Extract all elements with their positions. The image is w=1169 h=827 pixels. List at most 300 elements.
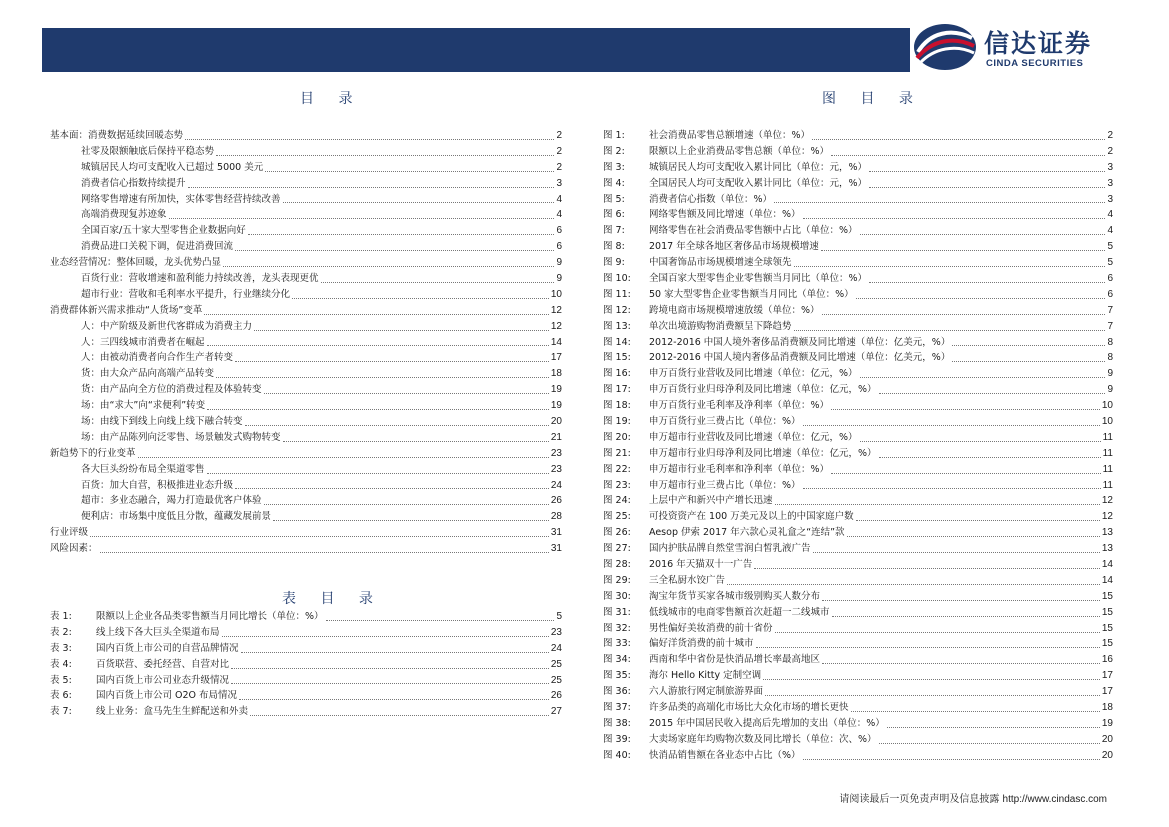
- dot-leader: [822, 314, 1106, 315]
- entry-title: 人：三四线城市消费者在崛起: [81, 336, 205, 348]
- entry-page-number: 12: [1101, 495, 1113, 507]
- figure-entry[interactable]: [603, 637, 1113, 653]
- entry-label: 图 28:: [603, 559, 631, 571]
- entry-page-number: 10: [550, 288, 562, 300]
- entry-title: 许多品类的高端化市场比大众化市场的增长更快: [649, 702, 849, 714]
- dot-leader: [235, 488, 549, 489]
- dot-leader: [264, 393, 549, 394]
- dot-leader: [860, 234, 1106, 235]
- dot-leader: [803, 759, 1100, 760]
- entry-label: 图 1:: [603, 129, 625, 141]
- figure-index-title: 图 目 录: [822, 91, 923, 107]
- entry-label: 图 39:: [603, 733, 631, 745]
- entry-title: 可投资资产在 100 万美元及以上的中国家庭户数: [649, 511, 854, 523]
- figure-entry[interactable]: [603, 207, 1113, 223]
- dot-leader: [207, 473, 549, 474]
- brand-name-en: CINDA SECURITIES: [986, 58, 1084, 69]
- entry-page-number: 27: [550, 706, 562, 718]
- figure-entry[interactable]: [603, 732, 1113, 748]
- dot-leader: [832, 616, 1100, 617]
- entry-label: 表 6:: [50, 690, 72, 702]
- dot-leader: [185, 139, 554, 140]
- dot-leader: [283, 441, 549, 442]
- entry-title: 社会消费品零售总额增速（单位：%）: [649, 129, 811, 141]
- entry-page-number: 11: [1102, 431, 1113, 443]
- entry-label: 图 20:: [603, 431, 631, 443]
- entry-page-number: 17: [550, 352, 562, 364]
- dot-leader: [952, 345, 1105, 346]
- toc-entry[interactable]: [50, 176, 562, 192]
- entry-title: 上层中产和新兴中产增长迅速: [649, 495, 773, 507]
- figure-entry[interactable]: [603, 478, 1113, 494]
- entry-page-number: 9: [1107, 368, 1113, 380]
- entry-title: 申万超市行业三费占比（单位：%）: [649, 479, 801, 491]
- table-of-contents: [50, 128, 562, 557]
- dot-leader: [952, 361, 1105, 362]
- entry-title: 申万百货行业三费占比（单位：%）: [649, 416, 801, 428]
- dot-leader: [813, 552, 1100, 553]
- entry-label: 图 22:: [603, 463, 631, 475]
- entry-label: 图 8:: [603, 241, 625, 253]
- entry-title: 各大巨头纷纷布局全渠道零售: [81, 463, 205, 475]
- toc-entry[interactable]: [50, 128, 562, 144]
- figure-entry[interactable]: [603, 239, 1113, 255]
- entry-page-number: 15: [1101, 622, 1113, 634]
- figure-entry[interactable]: [603, 192, 1113, 208]
- table-entry[interactable]: [50, 641, 562, 657]
- table-entry[interactable]: [50, 657, 562, 673]
- entry-label: 图 17:: [603, 384, 631, 396]
- dot-leader: [169, 218, 555, 219]
- figure-entry[interactable]: [603, 748, 1113, 764]
- toc-entry[interactable]: [50, 239, 562, 255]
- toc-entry[interactable]: [50, 366, 562, 382]
- entry-label: 图 14:: [603, 336, 631, 348]
- entry-title: 消费群体新兴需求推动“人货场”变革: [50, 304, 203, 316]
- dot-leader: [239, 699, 549, 700]
- figure-entry[interactable]: [603, 398, 1113, 414]
- dot-leader: [231, 668, 549, 669]
- entry-title: 国内百货上市公司 O2O 布局情况: [96, 690, 238, 702]
- entry-title: 网络零售额及同比增速（单位：%）: [649, 209, 801, 221]
- dot-leader: [188, 187, 555, 188]
- dot-leader: [847, 536, 1100, 537]
- entry-page-number: 19: [1101, 717, 1113, 729]
- figure-entry[interactable]: [603, 414, 1113, 430]
- figure-entry[interactable]: [603, 223, 1113, 239]
- entry-page-number: 16: [1101, 654, 1113, 666]
- figure-entry[interactable]: [603, 430, 1113, 446]
- toc-entry[interactable]: [50, 350, 562, 366]
- entry-page-number: 24: [550, 479, 562, 491]
- toc-entry[interactable]: [50, 192, 562, 208]
- entry-label: 图 6:: [603, 209, 625, 221]
- entry-label: 图 15:: [603, 352, 631, 364]
- dot-leader: [216, 377, 549, 378]
- entry-page-number: 26: [550, 495, 562, 507]
- brand-name-cn: 信达证券: [984, 29, 1093, 58]
- dot-leader: [90, 536, 549, 537]
- entry-title: 国内护肤品牌自然堂雪润白皙乳液广告: [649, 543, 811, 555]
- entry-label: 图 11:: [603, 288, 631, 300]
- entry-label: 图 19:: [603, 416, 631, 428]
- dot-leader: [250, 715, 549, 716]
- dot-leader: [856, 520, 1100, 521]
- entry-page-number: 8: [1107, 336, 1113, 348]
- entry-page-number: 11: [1102, 447, 1113, 459]
- entry-label: 图 26:: [603, 527, 631, 539]
- entry-title: 全国居民人均可支配收入累计同比（单位：元，%）: [649, 177, 868, 189]
- table-entry[interactable]: [50, 704, 562, 720]
- entry-page-number: 12: [1101, 511, 1113, 523]
- dot-leader: [803, 425, 1100, 426]
- entry-page-number: 18: [550, 368, 562, 380]
- entry-page-number: 6: [556, 225, 562, 237]
- entry-label: 图 32:: [603, 622, 631, 634]
- figure-entry[interactable]: [603, 303, 1113, 319]
- entry-label: 表 7:: [50, 706, 72, 718]
- dot-leader: [775, 632, 1100, 633]
- figure-entry[interactable]: [603, 319, 1113, 335]
- entry-page-number: 17: [1101, 670, 1113, 682]
- figure-entry[interactable]: [603, 509, 1113, 525]
- entry-label: 图 38:: [603, 717, 631, 729]
- entry-page-number: 3: [1107, 177, 1113, 189]
- dot-leader: [283, 202, 555, 203]
- entry-label: 表 5:: [50, 674, 72, 686]
- toc-entry[interactable]: [50, 144, 562, 160]
- toc-entry[interactable]: [50, 271, 562, 287]
- table-entry[interactable]: [50, 609, 562, 625]
- dot-leader: [754, 568, 1100, 569]
- entry-page-number: 3: [1107, 193, 1113, 205]
- entry-title: 限额以上企业各品类零售额当月同比增长（单位：%）: [96, 610, 324, 622]
- entry-title: 大卖场家庭年均购物次数及同比增长（单位：次、%）: [649, 733, 877, 745]
- entry-title: 场：由产品陈列向泛零售、场景触发式购物转变: [81, 431, 281, 443]
- entry-page-number: 2: [556, 129, 562, 141]
- entry-page-number: 7: [1107, 304, 1113, 316]
- figure-entry[interactable]: [603, 684, 1113, 700]
- figure-entry[interactable]: [603, 366, 1113, 382]
- toc-entry[interactable]: [50, 223, 562, 239]
- toc-entry[interactable]: [50, 525, 562, 541]
- toc-entry[interactable]: [50, 541, 562, 557]
- figure-entry[interactable]: [603, 271, 1113, 287]
- entry-label: 图 2:: [603, 145, 625, 157]
- entry-page-number: 20: [1101, 749, 1113, 761]
- entry-page-number: 6: [556, 241, 562, 253]
- entry-page-number: 28: [550, 511, 562, 523]
- figure-entry[interactable]: [603, 382, 1113, 398]
- entry-page-number: 21: [550, 431, 562, 443]
- dot-leader: [856, 298, 1106, 299]
- entry-title: 国内百货上市公司的自营品牌情况: [96, 642, 239, 654]
- entry-label: 图 7:: [603, 225, 625, 237]
- dot-leader: [775, 504, 1100, 505]
- figure-entry[interactable]: [603, 160, 1113, 176]
- entry-page-number: 23: [550, 626, 562, 638]
- entry-page-number: 17: [1101, 686, 1113, 698]
- entry-title: 申万超市行业毛利率和净利率（单位：%）: [649, 463, 830, 475]
- dot-leader: [223, 266, 554, 267]
- entry-title: 消费者信心指数（单位：%）: [649, 193, 773, 205]
- entry-label: 图 9:: [603, 257, 625, 269]
- entry-page-number: 25: [550, 658, 562, 670]
- entry-title: 网络零售增速有所加快，实体零售经营持续改善: [81, 193, 281, 205]
- entry-label: 图 12:: [603, 304, 631, 316]
- entry-title: 快消品销售额在各业态中占比（%）: [649, 749, 801, 761]
- entry-page-number: 10: [1101, 400, 1113, 412]
- entry-page-number: 9: [556, 257, 562, 269]
- entry-title: 城镇居民人均可支配收入已超过 5000 美元: [81, 161, 264, 173]
- figure-entry[interactable]: [603, 335, 1113, 351]
- entry-label: 图 4:: [603, 177, 625, 189]
- header-bar: [42, 28, 910, 72]
- entry-page-number: 4: [556, 209, 562, 221]
- table-entry[interactable]: [50, 688, 562, 704]
- dot-leader: [765, 695, 1100, 696]
- footer-url[interactable]: http://www.cindasc.com: [1002, 794, 1107, 805]
- dot-leader: [763, 679, 1100, 680]
- toc-entry[interactable]: [50, 160, 562, 176]
- toc-entry[interactable]: [50, 335, 562, 351]
- entry-label: 图 40:: [603, 749, 631, 761]
- entry-title: Aesop 伊索 2017 年六款心灵礼盒之“连结”款: [649, 527, 845, 539]
- entry-title: 便利店：市场集中度低且分散，蕴藏发展前景: [81, 511, 272, 523]
- entry-page-number: 7: [1107, 320, 1113, 332]
- entry-title: 跨境电商市场规模增速放缓（单位：%）: [649, 304, 820, 316]
- dot-leader: [860, 441, 1101, 442]
- entry-page-number: 20: [550, 416, 562, 428]
- entry-title: 业态经营情况：整体回暖，龙头优势凸显: [50, 257, 222, 269]
- toc-entry[interactable]: [50, 398, 562, 414]
- dot-leader: [138, 457, 549, 458]
- dot-leader: [100, 552, 549, 553]
- dot-leader: [321, 282, 555, 283]
- dot-leader: [851, 711, 1100, 712]
- figure-entry[interactable]: [603, 668, 1113, 684]
- entry-page-number: 2: [1107, 129, 1113, 141]
- figure-entry[interactable]: [603, 541, 1113, 557]
- toc-entry[interactable]: [50, 446, 562, 462]
- entry-title: 国内百货上市公司业态升级情况: [96, 674, 230, 686]
- entry-title: 场：由“求大”向“求便利”转变: [81, 400, 206, 412]
- entry-title: 申万百货行业营收及同比增速（单位：亿元，%）: [649, 368, 858, 380]
- dot-leader: [292, 298, 549, 299]
- entry-page-number: 4: [1107, 209, 1113, 221]
- figure-entry[interactable]: [603, 557, 1113, 573]
- toc-entry[interactable]: [50, 207, 562, 223]
- entry-label: 图 33:: [603, 638, 631, 650]
- entry-page-number: 5: [1107, 241, 1113, 253]
- dot-leader: [254, 330, 549, 331]
- dot-leader: [887, 727, 1100, 728]
- entry-title: 行业评级: [50, 527, 89, 539]
- footer-notice: 请阅读最后一页免责声明及信息披露: [839, 794, 1000, 805]
- entry-page-number: 3: [1107, 161, 1113, 173]
- entry-page-number: 2: [556, 145, 562, 157]
- dot-leader: [248, 234, 555, 235]
- entry-page-number: 18: [1101, 702, 1113, 714]
- entry-title: 全国百家/五十家大型零售企业数据向好: [81, 225, 246, 237]
- entry-page-number: 6: [1107, 288, 1113, 300]
- entry-title: 百货联营、委托经营、自营对比: [96, 658, 230, 670]
- entry-page-number: 24: [550, 642, 562, 654]
- figure-entry[interactable]: [603, 621, 1113, 637]
- entry-label: 表 4:: [50, 658, 72, 670]
- toc-entry[interactable]: [50, 509, 562, 525]
- entry-label: 表 2:: [50, 626, 72, 638]
- entry-page-number: 19: [550, 400, 562, 412]
- figure-entry[interactable]: [603, 144, 1113, 160]
- entry-page-number: 12: [550, 320, 562, 332]
- entry-page-number: 15: [1101, 638, 1113, 650]
- entry-label: 图 10:: [603, 273, 631, 284]
- figure-entry[interactable]: [603, 462, 1113, 478]
- dot-leader: [273, 520, 549, 521]
- toc-entry[interactable]: [50, 287, 562, 303]
- toc-entry[interactable]: [50, 493, 562, 509]
- dot-leader: [231, 683, 549, 684]
- dot-leader: [235, 361, 549, 362]
- dot-leader: [222, 636, 549, 637]
- dot-leader: [794, 266, 1106, 267]
- toc-entry[interactable]: [50, 414, 562, 430]
- entry-title: 消费者信心指数持续提升: [81, 177, 186, 189]
- dot-leader: [821, 250, 1106, 251]
- entry-page-number: 12: [550, 304, 562, 316]
- table-index-title: 表 目 录: [282, 591, 383, 607]
- entry-page-number: 11: [1102, 463, 1113, 475]
- figure-entry[interactable]: [603, 255, 1113, 271]
- entry-title: 50 家大型零售企业零售额当月同比（单位：%）: [649, 288, 854, 300]
- figure-entry[interactable]: [603, 700, 1113, 716]
- entry-title: 人：由被动消费者向合作生产者转变: [81, 352, 234, 364]
- dot-leader: [207, 345, 549, 346]
- entry-title: 单次出境游购物消费额呈下降趋势: [649, 320, 792, 332]
- entry-title: 线上线下各大巨头全渠道布局: [96, 626, 220, 638]
- dot-leader: [822, 663, 1100, 664]
- toc-entry[interactable]: [50, 430, 562, 446]
- entry-title: 低线城市的电商零售额首次赶超一二线城市: [649, 606, 830, 618]
- dot-leader: [860, 377, 1106, 378]
- entry-page-number: 13: [1101, 527, 1113, 539]
- dot-leader: [879, 743, 1100, 744]
- entry-label: 图 31:: [603, 606, 631, 618]
- table-entry[interactable]: [50, 673, 562, 689]
- entry-page-number: 2: [1107, 145, 1113, 157]
- figure-entry[interactable]: [603, 493, 1113, 509]
- entry-title: 货：由产品向全方位的消费过程及体验转变: [81, 384, 262, 396]
- dot-leader: [774, 202, 1105, 203]
- figure-entry[interactable]: [603, 573, 1113, 589]
- dot-leader: [265, 171, 554, 172]
- dot-leader: [794, 330, 1106, 331]
- figure-entry[interactable]: [603, 716, 1113, 732]
- entry-page-number: 26: [550, 690, 562, 702]
- entry-title: 超市：多业态融合，竭力打造最优客户体验: [81, 495, 262, 507]
- dot-leader: [812, 139, 1105, 140]
- entry-label: 图 36:: [603, 686, 631, 698]
- entry-page-number: 14: [550, 336, 562, 348]
- entry-label: 图 25:: [603, 511, 631, 523]
- entry-title: 申万超市行业归母净利及同比增速（单位：亿元，%）: [649, 447, 877, 459]
- dot-leader: [831, 473, 1101, 474]
- dot-leader: [756, 647, 1100, 648]
- entry-page-number: 4: [1107, 225, 1113, 237]
- entry-page-number: 23: [550, 463, 562, 475]
- entry-page-number: 14: [1101, 574, 1113, 586]
- entry-title: 风险因素：: [50, 543, 98, 555]
- entry-title: 线上业务：盒马先生生鲜配送和外卖: [96, 706, 249, 718]
- entry-page-number: 6: [1107, 273, 1113, 284]
- figure-entry[interactable]: [603, 350, 1113, 366]
- figure-entry[interactable]: [603, 652, 1113, 668]
- toc-entry[interactable]: [50, 478, 562, 494]
- entry-page-number: 4: [556, 193, 562, 205]
- dot-leader: [216, 155, 554, 156]
- entry-title: 百货行业：营收增速和盈利能力持续改善，龙头表现更优: [81, 273, 319, 284]
- entry-title: 2015 年中国居民收入提高后先增加的支出（单位：%）: [649, 717, 885, 729]
- entry-page-number: 23: [550, 447, 562, 459]
- entry-label: 表 1:: [50, 610, 72, 622]
- entry-page-number: 8: [1107, 352, 1113, 364]
- figure-entry[interactable]: [603, 525, 1113, 541]
- dot-leader: [207, 409, 549, 410]
- table-index: [50, 609, 562, 720]
- dot-leader: [803, 218, 1106, 219]
- dot-leader: [879, 393, 1106, 394]
- entry-label: 图 21:: [603, 447, 631, 459]
- entry-page-number: 31: [550, 543, 562, 555]
- entry-page-number: 10: [1101, 416, 1113, 428]
- entry-title: 货：由大众产品向高端产品转变: [81, 368, 215, 380]
- figure-entry[interactable]: [603, 287, 1113, 303]
- toc-entry[interactable]: [50, 255, 562, 271]
- entry-title: 申万百货行业归母净利及同比增速（单位：亿元，%）: [649, 384, 877, 396]
- entry-title: 人：中产阶级及新世代客群成为消费主力: [81, 320, 253, 332]
- toc-entry[interactable]: [50, 319, 562, 335]
- entry-page-number: 5: [556, 610, 562, 622]
- dot-leader: [241, 652, 549, 653]
- figure-entry[interactable]: [603, 589, 1113, 605]
- entry-title: 2017 年全球各地区奢侈品市场规模增速: [649, 241, 819, 253]
- figure-entry[interactable]: [603, 176, 1113, 192]
- entry-title: 西南和华中省份是快消品增长率最高地区: [649, 654, 821, 666]
- figure-entry[interactable]: [603, 128, 1113, 144]
- toc-entry[interactable]: [50, 303, 562, 319]
- dot-leader: [831, 409, 1100, 410]
- entry-title: 场：由线下到线上向线上线下融合转变: [81, 416, 243, 428]
- toc-title: 目 录: [300, 91, 363, 107]
- entry-label: 图 18:: [603, 400, 631, 412]
- entry-label: 图 16:: [603, 368, 631, 380]
- entry-title: 超市行业：营收和毛利率水平提升，行业继续分化: [81, 288, 291, 300]
- dot-leader: [869, 171, 1105, 172]
- dot-leader: [869, 187, 1105, 188]
- entry-page-number: 9: [1107, 384, 1113, 396]
- entry-label: 图 30:: [603, 590, 631, 602]
- figure-entry[interactable]: [603, 605, 1113, 621]
- entry-title: 社零及限额触底后保持平稳态势: [81, 145, 215, 157]
- entry-page-number: 3: [556, 177, 562, 189]
- toc-entry[interactable]: [50, 462, 562, 478]
- table-entry[interactable]: [50, 625, 562, 641]
- figure-entry[interactable]: [603, 446, 1113, 462]
- entry-title: 2012-2016 中国人境内奢侈品消费额及同比增速（单位：亿美元，%）: [649, 352, 951, 364]
- entry-label: 图 5:: [603, 193, 625, 205]
- toc-entry[interactable]: [50, 382, 562, 398]
